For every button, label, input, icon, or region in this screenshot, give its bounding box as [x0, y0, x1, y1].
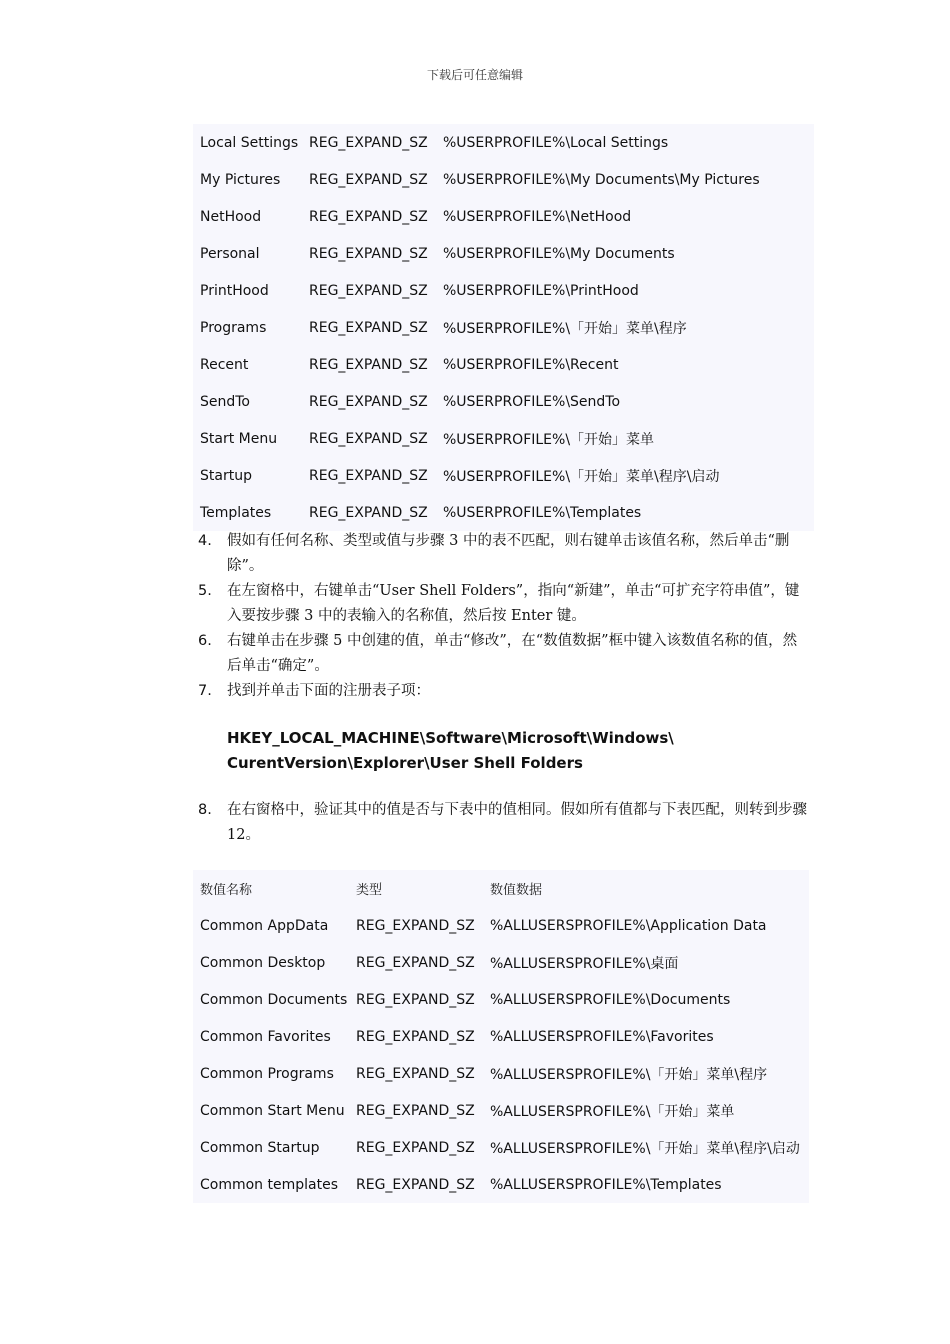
value-data-cell: %USERPROFILE%\PrintHood	[443, 282, 639, 299]
type-cell: REG_EXPAND_SZ	[356, 917, 475, 934]
value-data-cell: %USERPROFILE%\Templates	[443, 504, 642, 521]
value-name-cell: Start Menu	[200, 430, 278, 447]
type-cell: REG_EXPAND_SZ	[309, 393, 428, 410]
table-row	[193, 907, 809, 944]
step-text: 找到并单击下面的注册表子项：	[227, 683, 430, 699]
value-name-cell: Common Programs	[200, 1065, 334, 1082]
value-name-cell: SendTo	[200, 393, 250, 410]
value-name-cell: My Pictures	[200, 171, 281, 188]
value-name-cell: Local Settings	[200, 134, 299, 151]
value-name-cell: Common Favorites	[200, 1028, 331, 1045]
table-row	[193, 1166, 809, 1203]
value-name-cell: PrintHood	[200, 282, 269, 299]
step-number: 6.	[198, 633, 212, 649]
step-number: 7.	[198, 683, 212, 699]
step-text: 在右窗格中，验证其中的值是否与下表中的值相同。假如所有值都与下表匹配，则转到步骤 12。	[227, 802, 807, 843]
table-row	[193, 1092, 809, 1129]
value-data-cell: %ALLUSERSPROFILE%\Documents	[490, 991, 731, 1008]
value-name-cell: NetHood	[200, 208, 262, 225]
table-row	[193, 124, 814, 161]
value-data-cell: %USERPROFILE%\「开始」菜单	[443, 431, 655, 448]
table-row	[193, 457, 814, 494]
table-row	[193, 981, 809, 1018]
step-number: 5.	[198, 583, 212, 599]
type-cell: REG_EXPAND_SZ	[356, 1028, 475, 1045]
value-data-cell: %USERPROFILE%\My Documents\My Pictures	[443, 171, 760, 188]
value-name-cell: Common Documents	[200, 991, 348, 1008]
type-cell: REG_EXPAND_SZ	[356, 1065, 475, 1082]
type-cell: REG_EXPAND_SZ	[309, 282, 428, 299]
common-shell-folders-table	[193, 870, 809, 1203]
type-cell: REG_EXPAND_SZ	[309, 467, 428, 484]
type-cell: REG_EXPAND_SZ	[309, 319, 428, 336]
value-name-cell: Startup	[200, 467, 252, 484]
value-data-cell: %ALLUSERSPROFILE%\Templates	[490, 1176, 722, 1193]
registry-key-line-2: CurentVersion\Explorer\User Shell Folders	[227, 754, 583, 772]
value-data-cell: %ALLUSERSPROFILE%\「开始」菜单	[490, 1103, 735, 1120]
column-header-value-data: 数值数据	[490, 883, 543, 898]
step-6	[198, 629, 808, 679]
table-row	[193, 494, 814, 531]
step-4	[198, 529, 808, 579]
table-row	[193, 235, 814, 272]
step-number: 4.	[198, 533, 212, 549]
value-name-cell: Common Startup	[200, 1139, 320, 1156]
type-cell: REG_EXPAND_SZ	[309, 245, 428, 262]
table-row	[193, 198, 814, 235]
step-text: 右键单击在步骤 5 中创建的值，单击“修改”，在“数值数据”框中键入该数值名称的值，然后单击“确定”。	[227, 633, 798, 674]
step-text: 在左窗格中，右键单击“User Shell Folders”，指向“新建”，单击“可扩充字符串值”，键入要按步骤 3 中的表输入的名称值，然后按 Enter 键。	[227, 583, 800, 624]
table-row	[193, 309, 814, 346]
type-cell: REG_EXPAND_SZ	[309, 208, 428, 225]
value-name-cell: Common templates	[200, 1176, 338, 1193]
registry-key-line-1: HKEY_LOCAL_MACHINE\Software\Microsoft\Windows\	[227, 729, 674, 747]
value-data-cell: %USERPROFILE%\SendTo	[443, 393, 621, 410]
table-row	[193, 420, 814, 457]
step-8	[198, 798, 808, 848]
type-cell: REG_EXPAND_SZ	[309, 171, 428, 188]
type-cell: REG_EXPAND_SZ	[309, 356, 428, 373]
value-data-cell: %ALLUSERSPROFILE%\「开始」菜单\程序\启动	[490, 1140, 800, 1157]
value-data-cell: %ALLUSERSPROFILE%\「开始」菜单\程序	[490, 1066, 768, 1083]
table-row	[193, 944, 809, 981]
value-data-cell: %ALLUSERSPROFILE%\Application Data	[490, 917, 767, 934]
value-name-cell: Programs	[200, 319, 267, 336]
type-cell: REG_EXPAND_SZ	[356, 954, 475, 971]
type-cell: REG_EXPAND_SZ	[309, 134, 428, 151]
table-row	[193, 272, 814, 309]
value-data-cell: %USERPROFILE%\Recent	[443, 356, 619, 373]
type-cell: REG_EXPAND_SZ	[356, 1176, 475, 1193]
step-text: 假如有任何名称、类型或值与步骤 3 中的表不匹配，则右键单击该值名称，然后单击“删除”。	[227, 533, 790, 574]
type-cell: REG_EXPAND_SZ	[356, 991, 475, 1008]
value-name-cell: Common AppData	[200, 917, 329, 934]
table-row	[193, 383, 814, 420]
type-cell: REG_EXPAND_SZ	[309, 430, 428, 447]
value-data-cell: %USERPROFILE%\「开始」菜单\程序	[443, 320, 687, 337]
table-row	[193, 346, 814, 383]
value-data-cell: %ALLUSERSPROFILE%\桌面	[490, 955, 679, 972]
value-name-cell: Templates	[200, 504, 272, 521]
step-5	[198, 579, 808, 629]
value-data-cell: %USERPROFILE%\NetHood	[443, 208, 632, 225]
value-name-cell: Recent	[200, 356, 249, 373]
type-cell: REG_EXPAND_SZ	[356, 1102, 475, 1119]
type-cell: REG_EXPAND_SZ	[356, 1139, 475, 1156]
table-row	[193, 1129, 809, 1166]
table-row	[193, 1018, 809, 1055]
value-name-cell: Common Desktop	[200, 954, 326, 971]
value-name-cell: Personal	[200, 245, 260, 262]
value-data-cell: %USERPROFILE%\「开始」菜单\程序\启动	[443, 468, 720, 485]
step-7	[198, 679, 808, 704]
table-header-row	[193, 870, 809, 907]
type-cell: REG_EXPAND_SZ	[309, 504, 428, 521]
value-data-cell: %USERPROFILE%\Local Settings	[443, 134, 669, 151]
user-shell-folders-table	[193, 124, 814, 531]
column-header-type: 类型	[356, 883, 383, 898]
value-data-cell: %ALLUSERSPROFILE%\Favorites	[490, 1028, 714, 1045]
page-header: 下载后可任意编辑	[426, 68, 523, 82]
table-row	[193, 1055, 809, 1092]
value-name-cell: Common Start Menu	[200, 1102, 345, 1119]
step-number: 8.	[198, 802, 212, 818]
value-data-cell: %USERPROFILE%\My Documents	[443, 245, 675, 262]
column-header-value-name: 数值名称	[200, 883, 253, 898]
table-row	[193, 161, 814, 198]
registry-key-path	[227, 726, 817, 776]
